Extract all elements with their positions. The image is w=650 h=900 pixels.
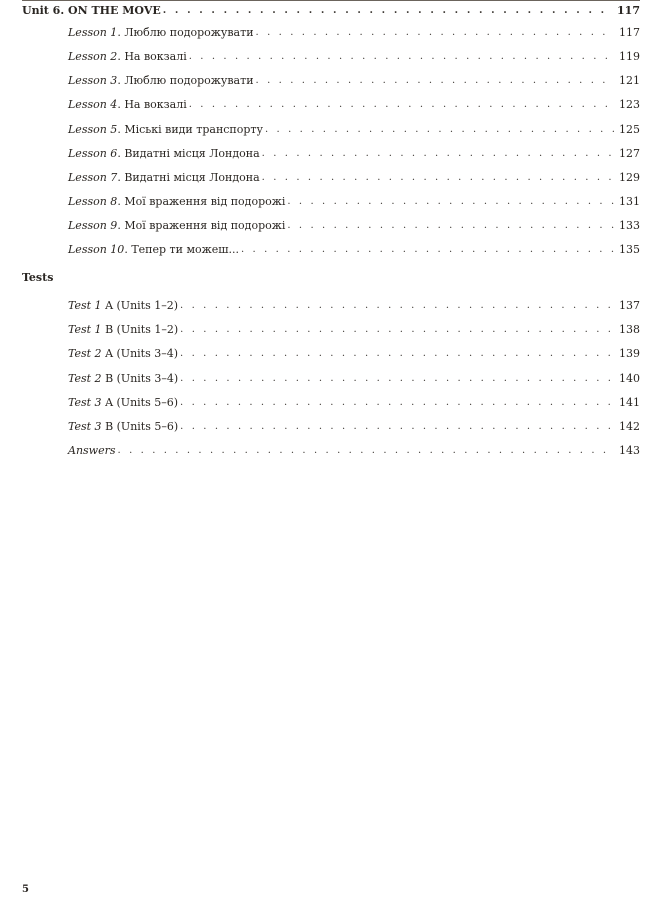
test-page-number: 142 (619, 420, 640, 433)
toc-lesson-entry[interactable] (68, 96, 640, 112)
unit-page-number: 117 (617, 4, 640, 17)
lesson-title: На вокзалі (124, 50, 187, 63)
answers-page-number: 143 (619, 444, 640, 457)
lesson-title: Видатні місця Лондона (124, 147, 260, 160)
lesson-title-group: Lesson 7. Видатні місця Лондона (68, 171, 260, 184)
dot-leader (180, 347, 614, 361)
test-page-number: 139 (619, 347, 640, 360)
test-title: A (Units 3–4) (105, 347, 179, 360)
lesson-title-group: Lesson 2. На вокзалі (68, 50, 187, 63)
lesson-page-number: 127 (619, 147, 640, 160)
toc-test-entry[interactable] (68, 321, 640, 337)
lesson-label: Lesson 10 (68, 243, 125, 256)
test-label: Test 3 (68, 420, 102, 433)
dot-leader (287, 219, 614, 233)
lesson-page-number: 123 (619, 98, 640, 111)
test-title: B (Units 1–2) (105, 323, 179, 336)
answers-title-group (68, 444, 118, 458)
toc-lesson-entry[interactable] (68, 169, 640, 185)
toc-lesson-entry[interactable] (68, 48, 640, 64)
lesson-page-number: 121 (619, 74, 640, 87)
test-page-number: 140 (619, 372, 640, 385)
lesson-title: Міські види транспорту (124, 123, 263, 136)
test-title: A (Units 1–2) (105, 299, 179, 312)
lesson-page-number: 119 (619, 50, 640, 63)
test-label: Test 1 (68, 323, 102, 336)
toc-test-entry[interactable] (68, 297, 640, 313)
test-page-number: 138 (619, 323, 640, 336)
test-page-number: 137 (619, 299, 640, 312)
test-title-group (68, 323, 180, 337)
test-title-group (68, 420, 180, 434)
lesson-label: Lesson 7 (68, 171, 118, 184)
lesson-title-group: Lesson 9. Мої враження від подорожі (68, 219, 286, 232)
lesson-label: Lesson 1 (68, 26, 118, 39)
lesson-title-group: Lesson 8. Мої враження від подорожі (68, 195, 286, 208)
lesson-page-number: 135 (619, 243, 640, 256)
toc-lesson-entry[interactable] (68, 217, 640, 233)
toc-test-entry[interactable] (68, 370, 640, 386)
toc-lesson-entry[interactable] (68, 193, 640, 209)
test-label: Test 2 (68, 347, 102, 360)
dot-leader (180, 372, 614, 386)
lesson-title: Мої враження від подорожі (124, 219, 286, 232)
dot-leader (241, 243, 614, 257)
toc-test-entry[interactable] (68, 394, 640, 410)
lesson-title: Люблю подорожувати (124, 26, 254, 39)
dot-leader (262, 171, 614, 185)
dot-leader (118, 444, 614, 458)
lesson-title-group: Lesson 4. На вокзалі (68, 98, 187, 111)
unit-title: Unit 6. ON THE MOVE (22, 4, 161, 17)
tests-heading: Tests (22, 271, 54, 284)
lesson-label: Lesson 6 (68, 147, 118, 160)
dot-leader (287, 195, 614, 209)
dot-leader (189, 98, 614, 112)
lesson-title: Тепер ти можеш... (131, 243, 239, 256)
test-page-number: 141 (619, 396, 640, 409)
lesson-title-group: Lesson 1. Люблю подорожувати (68, 26, 254, 39)
toc-test-entry[interactable] (68, 345, 640, 361)
test-title: B (Units 5–6) (105, 420, 179, 433)
dot-leader (189, 50, 614, 64)
lesson-label: Lesson 9 (68, 219, 118, 232)
test-label: Test 1 (68, 299, 102, 312)
lesson-title-group: Lesson 3. Люблю подорожувати (68, 74, 254, 87)
test-title-group (68, 396, 180, 410)
toc-test-entry[interactable] (68, 418, 640, 434)
dot-leader (265, 123, 614, 137)
lesson-page-number: 125 (619, 123, 640, 136)
lesson-page-number: 117 (619, 26, 640, 39)
top-rule (22, 0, 640, 1)
lesson-label: Lesson 2 (68, 50, 118, 63)
toc-unit-entry[interactable] (22, 2, 640, 18)
lesson-label: Lesson 4 (68, 98, 118, 111)
dot-leader (163, 4, 613, 18)
dot-leader (256, 74, 614, 88)
test-title-group (68, 372, 180, 386)
lesson-page-number: 131 (619, 195, 640, 208)
dot-leader (180, 396, 614, 410)
test-title-group (68, 299, 180, 313)
test-title: B (Units 3–4) (105, 372, 179, 385)
lesson-title: Люблю подорожувати (124, 74, 254, 87)
lesson-title-group: Lesson 6. Видатні місця Лондона (68, 147, 260, 160)
lesson-page-number: 129 (619, 171, 640, 184)
lesson-page-number: 133 (619, 219, 640, 232)
lesson-title: Мої враження від подорожі (124, 195, 286, 208)
lesson-label: Lesson 8 (68, 195, 118, 208)
footer-page-number: 5 (22, 884, 29, 895)
toc-lesson-entry[interactable] (68, 145, 640, 161)
lesson-label: Lesson 3 (68, 74, 118, 87)
toc-lesson-entry[interactable] (68, 121, 640, 137)
dot-leader (180, 420, 614, 434)
lesson-title-group: Lesson 5. Міські види транспорту (68, 123, 263, 136)
lesson-label: Lesson 5 (68, 123, 118, 136)
test-title: A (Units 5–6) (105, 396, 179, 409)
dot-leader (256, 26, 614, 40)
test-label: Test 2 (68, 372, 102, 385)
lesson-title-group: Lesson 10. Тепер ти можеш... (68, 243, 239, 256)
test-label: Test 3 (68, 396, 102, 409)
dot-leader (180, 299, 614, 313)
lesson-title: Видатні місця Лондона (124, 171, 260, 184)
toc-lesson-entry[interactable] (68, 241, 640, 257)
toc-lesson-entry[interactable] (68, 72, 640, 88)
test-title-group (68, 347, 180, 361)
dot-leader (180, 323, 614, 337)
lesson-title: На вокзалі (124, 98, 187, 111)
toc-lesson-entry[interactable] (68, 24, 640, 40)
dot-leader (262, 147, 614, 161)
toc-answers-entry[interactable] (68, 442, 640, 458)
answers-label: Answers (68, 444, 116, 457)
